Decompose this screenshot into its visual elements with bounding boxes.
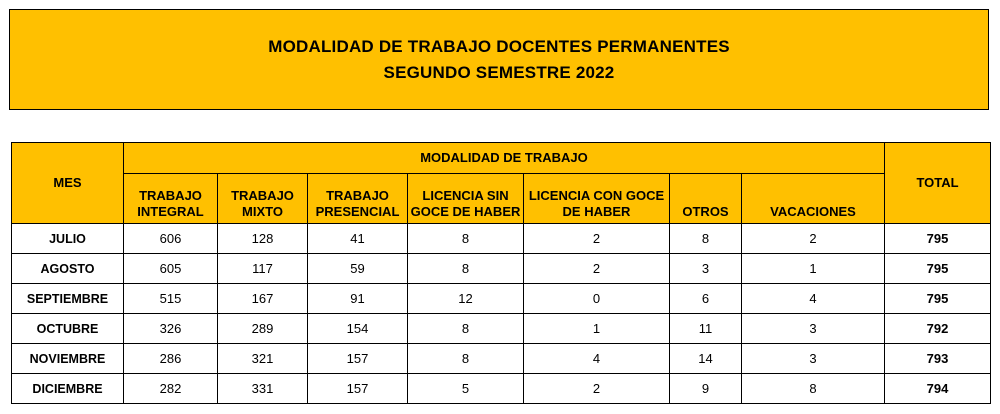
value-cell: 9 bbox=[670, 374, 742, 404]
col-header-total: TOTAL bbox=[885, 143, 991, 224]
value-cell: 3 bbox=[670, 254, 742, 284]
value-cell: 41 bbox=[308, 224, 408, 254]
value-cell: 606 bbox=[124, 224, 218, 254]
total-cell: 793 bbox=[885, 344, 991, 374]
value-cell: 11 bbox=[670, 314, 742, 344]
value-cell: 515 bbox=[124, 284, 218, 314]
title-banner bbox=[9, 9, 989, 110]
month-cell: OCTUBRE bbox=[12, 314, 124, 344]
value-cell: 2 bbox=[524, 224, 670, 254]
col-header-licencia-con-goce: LICENCIA CON GOCE DE HABER bbox=[524, 174, 670, 224]
value-cell: 8 bbox=[408, 224, 524, 254]
month-cell: AGOSTO bbox=[12, 254, 124, 284]
value-cell: 1 bbox=[742, 254, 885, 284]
value-cell: 8 bbox=[408, 344, 524, 374]
value-cell: 2 bbox=[524, 254, 670, 284]
value-cell: 14 bbox=[670, 344, 742, 374]
month-cell: SEPTIEMBRE bbox=[12, 284, 124, 314]
value-cell: 4 bbox=[742, 284, 885, 314]
value-cell: 12 bbox=[408, 284, 524, 314]
total-cell: 795 bbox=[885, 254, 991, 284]
value-cell: 128 bbox=[218, 224, 308, 254]
value-cell: 8 bbox=[408, 254, 524, 284]
value-cell: 1 bbox=[524, 314, 670, 344]
value-cell: 167 bbox=[218, 284, 308, 314]
value-cell: 157 bbox=[308, 374, 408, 404]
total-cell: 792 bbox=[885, 314, 991, 344]
value-cell: 282 bbox=[124, 374, 218, 404]
value-cell: 117 bbox=[218, 254, 308, 284]
value-cell: 321 bbox=[218, 344, 308, 374]
value-cell: 4 bbox=[524, 344, 670, 374]
value-cell: 5 bbox=[408, 374, 524, 404]
page-title: MODALIDAD DE TRABAJO DOCENTES PERMANENTES bbox=[268, 36, 730, 56]
value-cell: 91 bbox=[308, 284, 408, 314]
table-row bbox=[12, 224, 991, 254]
value-cell: 289 bbox=[218, 314, 308, 344]
value-cell: 326 bbox=[124, 314, 218, 344]
value-cell: 2 bbox=[742, 224, 885, 254]
value-cell: 3 bbox=[742, 344, 885, 374]
month-cell: NOVIEMBRE bbox=[12, 344, 124, 374]
value-cell: 0 bbox=[524, 284, 670, 314]
col-header-vacaciones: VACACIONES bbox=[742, 174, 885, 224]
value-cell: 6 bbox=[670, 284, 742, 314]
value-cell: 59 bbox=[308, 254, 408, 284]
table-row bbox=[12, 344, 991, 374]
group-header-modalidad: MODALIDAD DE TRABAJO bbox=[124, 143, 885, 174]
value-cell: 157 bbox=[308, 344, 408, 374]
table-row bbox=[12, 254, 991, 284]
table-row bbox=[12, 314, 991, 344]
work-modality-table bbox=[11, 142, 991, 404]
month-cell: DICIEMBRE bbox=[12, 374, 124, 404]
total-cell: 794 bbox=[885, 374, 991, 404]
value-cell: 8 bbox=[742, 374, 885, 404]
value-cell: 2 bbox=[524, 374, 670, 404]
value-cell: 331 bbox=[218, 374, 308, 404]
value-cell: 154 bbox=[308, 314, 408, 344]
value-cell: 8 bbox=[670, 224, 742, 254]
col-header-trabajo-presencial: TRABAJO PRESENCIAL bbox=[308, 174, 408, 224]
value-cell: 8 bbox=[408, 314, 524, 344]
col-header-licencia-sin-goce: LICENCIA SIN GOCE DE HABER bbox=[408, 174, 524, 224]
total-cell: 795 bbox=[885, 284, 991, 314]
table-row bbox=[12, 284, 991, 314]
total-cell: 795 bbox=[885, 224, 991, 254]
col-header-trabajo-integral: TRABAJO INTEGRAL bbox=[124, 174, 218, 224]
month-cell: JULIO bbox=[12, 224, 124, 254]
value-cell: 286 bbox=[124, 344, 218, 374]
page-subtitle: SEGUNDO SEMESTRE 2022 bbox=[383, 62, 615, 82]
col-header-mes: MES bbox=[12, 143, 124, 224]
col-header-otros: OTROS bbox=[670, 174, 742, 224]
table-row bbox=[12, 374, 991, 404]
value-cell: 3 bbox=[742, 314, 885, 344]
value-cell: 605 bbox=[124, 254, 218, 284]
col-header-trabajo-mixto: TRABAJO MIXTO bbox=[218, 174, 308, 224]
